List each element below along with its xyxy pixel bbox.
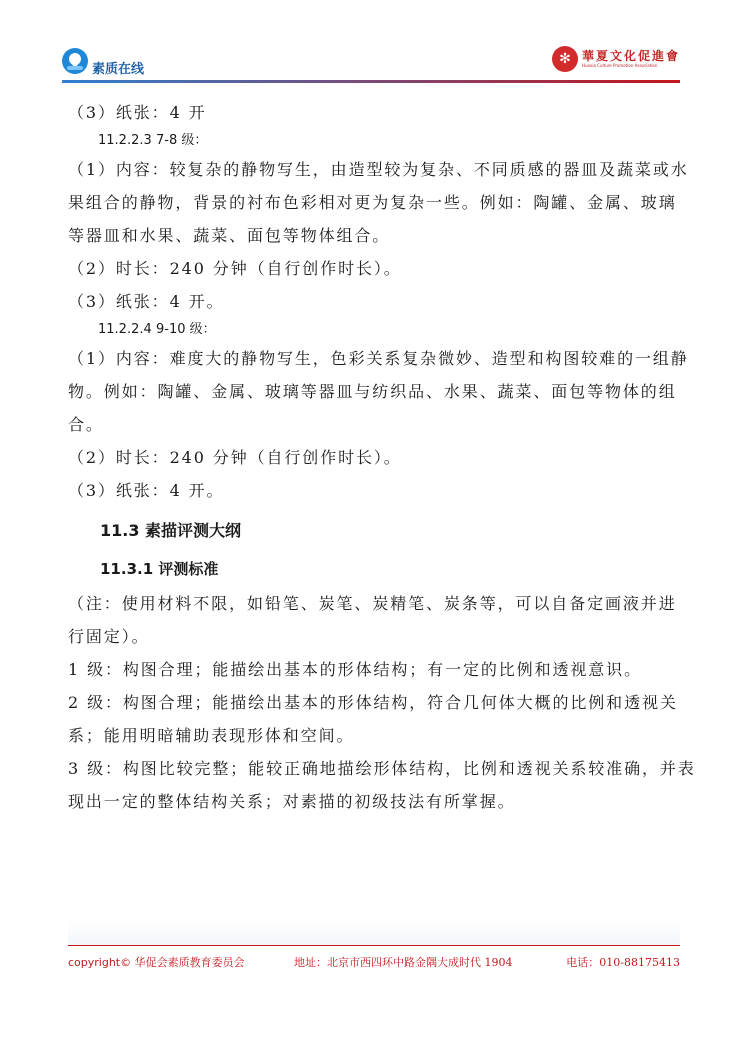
page-footer [68, 954, 680, 970]
paragraph-line: （3）纸张：4 开。 [68, 292, 225, 311]
red-seal-logo-icon: ✻ [552, 46, 578, 72]
subsection-heading [68, 129, 678, 153]
paragraph-line: （1）内容：较复杂的静物写生，由造型较为复杂、不同质感的器皿及蔬菜或水 [68, 160, 689, 179]
subsection-number: 11.2.2.4 [98, 322, 152, 337]
paragraph-line: 等器皿和水果、蔬菜、面包等物体组合。 [68, 226, 391, 245]
paragraph-line: （2）时长：240 分钟（自行创作时长）。 [68, 259, 402, 278]
subsection-title: 11.3.1 评测标准 [100, 560, 219, 578]
subsection-label: 7-8 级： [156, 133, 208, 148]
paragraph-line: （3）纸张：4 开。 [68, 481, 225, 500]
subsection-label: 9-10 级： [156, 322, 216, 337]
paragraph-line: 2 级：构图合理；能描绘出基本的形体结构，符合几何体大概的比例和透视关 [68, 693, 678, 712]
paragraph-line: （3）纸张：4 开 [68, 103, 207, 122]
left-brand-name: 素质在线 [92, 62, 145, 77]
document-body [68, 96, 696, 818]
header-divider [62, 80, 680, 83]
paragraph-line: 现出一定的整体结构关系；对素描的初级技法有所掌握。 [68, 792, 516, 811]
paragraph-line: 果组合的静物，背景的衬布色彩相对更为复杂一些。例如：陶罐、金属、玻璃 [68, 193, 677, 212]
right-brand-name-cn: 華夏文化促進會 [581, 49, 680, 63]
paragraph-line: 物。例如：陶罐、金属、玻璃等器皿与纺织品、水果、蔬菜、面包等物体的组 [68, 382, 677, 401]
paragraph-line: 3 级：构图比较完整；能较正确地描绘形体结构，比例和透视关系较准确，并表 [68, 759, 696, 778]
suzhi-online-logo [62, 44, 144, 77]
footer-band [68, 920, 680, 945]
footer-divider [68, 945, 680, 946]
paragraph-line: （2）时长：240 分钟（自行创作时长）。 [68, 448, 402, 467]
footer-phone: 电话：010-88175413 [566, 956, 680, 969]
subsection-number: 11.2.2.3 [98, 133, 152, 148]
paragraph-line: （1）内容：难度大的静物写生，色彩关系复杂微妙、造型和构图较难的一组静 [68, 349, 689, 368]
right-brand-name-en: Huaxia Culture Promotion Association [581, 63, 658, 68]
blue-sprout-logo-icon [62, 48, 88, 74]
huaxia-association-logo [552, 46, 680, 72]
paragraph-line: 行固定）。 [68, 627, 150, 646]
section-heading: 11.3 素描评测大纲 [100, 521, 242, 540]
footer-copyright: copyright© 华促会素质教育委员会 [68, 956, 245, 969]
paragraph-line: 系；能用明暗辅助表现形体和空间。 [68, 726, 355, 745]
footer-address: 地址：北京市西四环中路金隅大成时代 1904 [294, 956, 513, 969]
subsection-heading [68, 318, 678, 342]
paragraph-line: （注：使用材料不限，如铅笔、炭笔、炭精笔、炭条等，可以自备定画液并进 [68, 594, 677, 613]
paragraph-line: 合。 [68, 415, 104, 434]
paragraph-line: 1 级：构图合理；能描绘出基本的形体结构；有一定的比例和透视意识。 [68, 660, 642, 679]
page-header [62, 40, 680, 84]
